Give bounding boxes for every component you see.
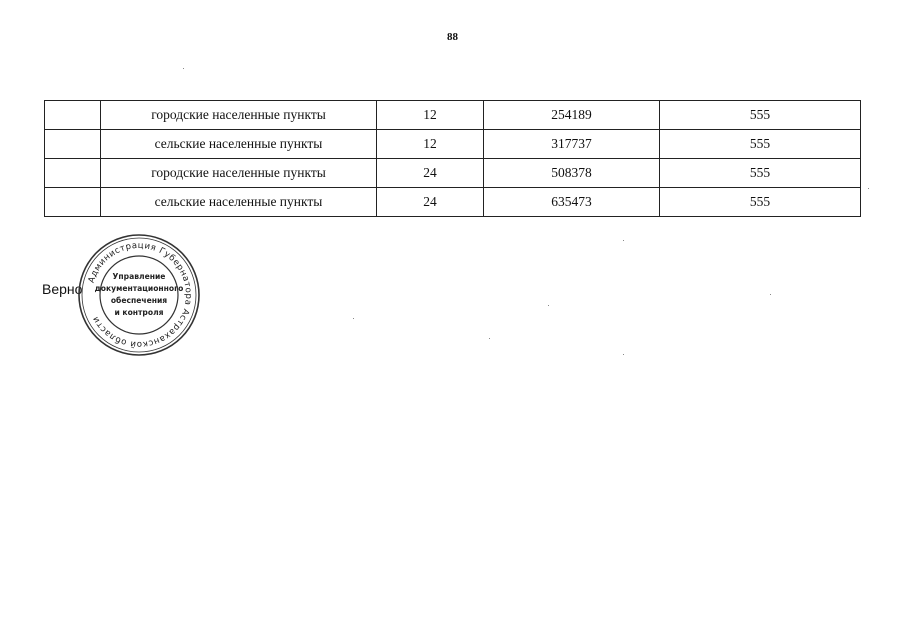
stamp-center-line-1: Управление — [112, 272, 166, 281]
table-cell-amount: 508378 — [484, 159, 660, 188]
table-cell-months: 12 — [377, 130, 484, 159]
table-cell-code: 555 — [660, 159, 861, 188]
stamp-inner-ring — [100, 256, 178, 334]
table-cell-months: 12 — [377, 101, 484, 130]
table-cell-index — [45, 159, 101, 188]
table-row — [45, 130, 861, 159]
table-row — [45, 101, 861, 130]
stamp-ring-text: Администрация Губернатора Астраханской области — [86, 240, 194, 350]
table-cell-code: 555 — [660, 130, 861, 159]
scan-speck — [770, 294, 771, 295]
table-cell-index — [45, 130, 101, 159]
table-row — [45, 188, 861, 217]
table-cell-settlement-type: сельские населенные пункты — [101, 130, 377, 159]
data-table — [44, 100, 861, 217]
scan-speck — [353, 318, 354, 319]
page-number: 88 — [447, 31, 458, 43]
table-cell-index — [45, 101, 101, 130]
table-cell-settlement-type: городские населенные пункты — [101, 101, 377, 130]
table-cell-amount: 254189 — [484, 101, 660, 130]
table-cell-months: 24 — [377, 188, 484, 217]
scan-speck — [623, 354, 624, 355]
scan-speck — [868, 188, 869, 189]
stamp-center-line-4: и контроля — [114, 308, 164, 317]
table-row — [45, 159, 861, 188]
table-cell-amount: 635473 — [484, 188, 660, 217]
certification-label: Верно — [42, 281, 83, 297]
table-cell-code: 555 — [660, 101, 861, 130]
official-stamp — [77, 233, 201, 357]
scan-speck — [489, 338, 490, 339]
stamp-center-line-2: документационного — [94, 284, 184, 293]
table-cell-settlement-type: городские населенные пункты — [101, 159, 377, 188]
table-cell-months: 24 — [377, 159, 484, 188]
table-cell-amount: 317737 — [484, 130, 660, 159]
table-cell-index — [45, 188, 101, 217]
scan-speck — [623, 240, 624, 241]
table-cell-code: 555 — [660, 188, 861, 217]
table-cell-settlement-type: сельские населенные пункты — [101, 188, 377, 217]
scan-speck — [548, 305, 549, 306]
stamp-center-line-3: обеспечения — [110, 296, 168, 305]
scan-speck — [183, 68, 184, 69]
